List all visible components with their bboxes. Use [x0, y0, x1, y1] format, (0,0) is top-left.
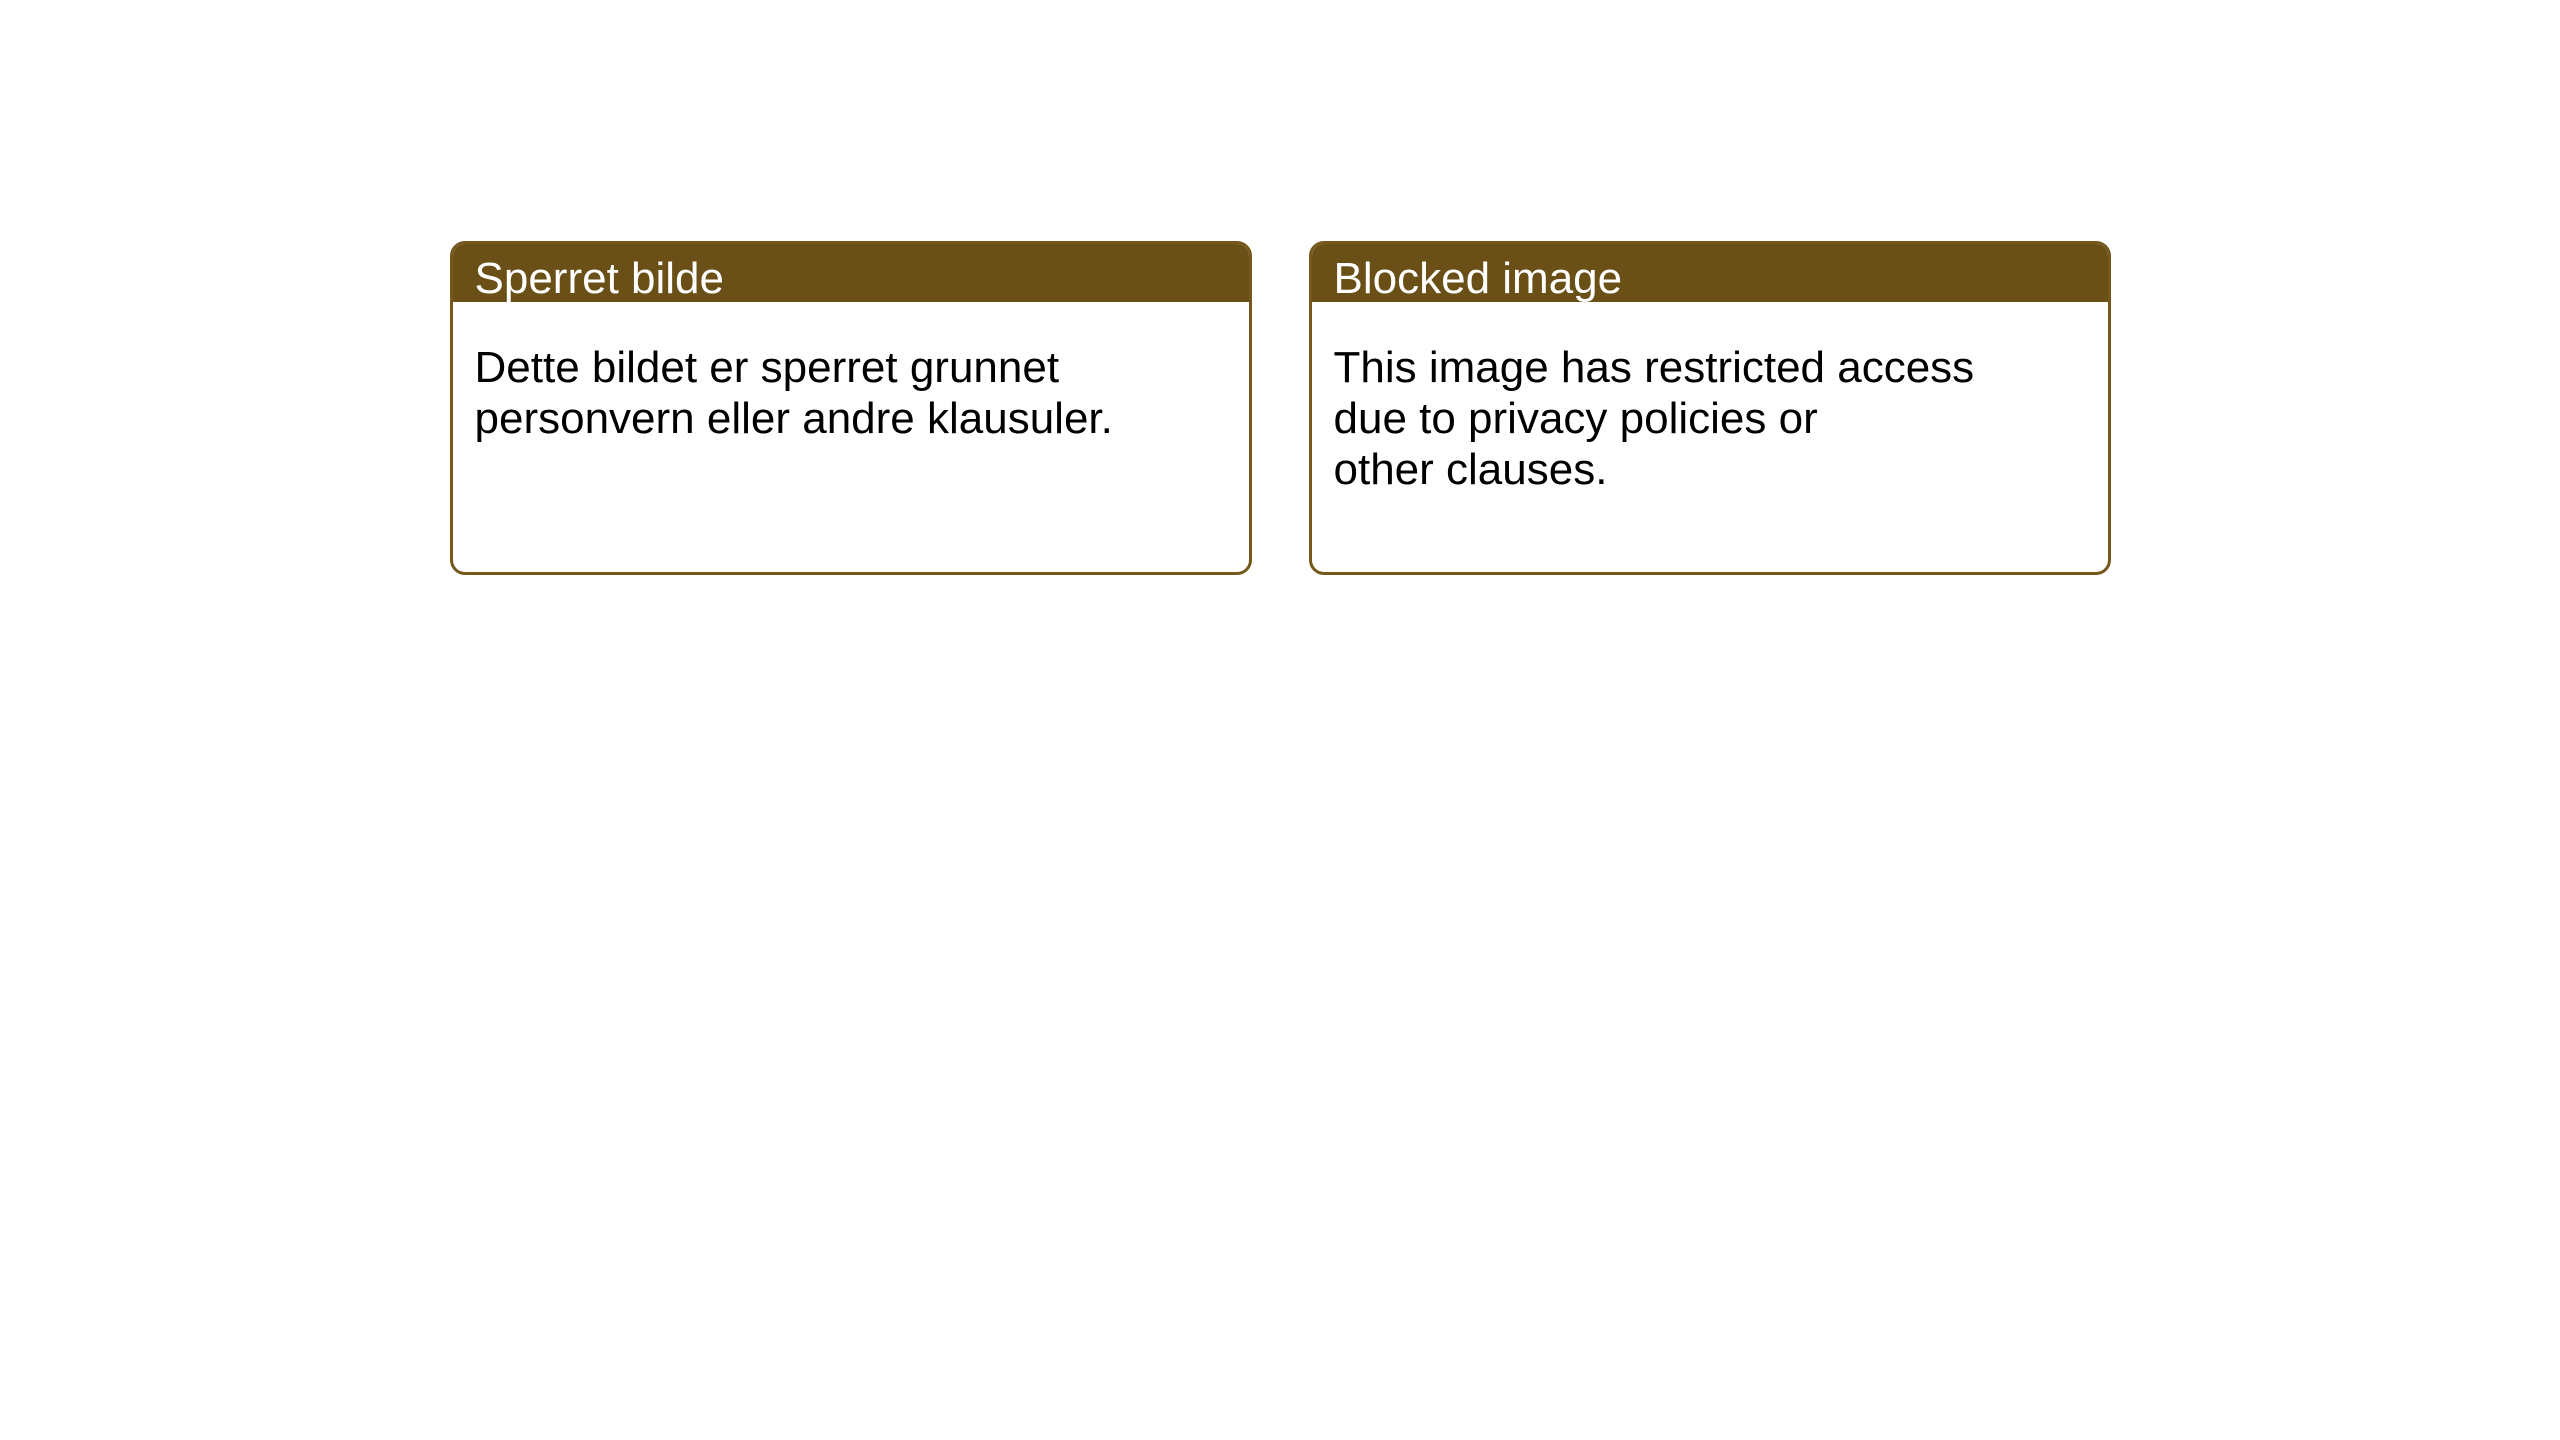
- body-line: This image has restricted access: [1333, 343, 1975, 392]
- body-line: due to privacy policies or: [1333, 394, 1818, 443]
- card-header: [1312, 244, 2108, 302]
- body-line: Dette bildet er sperret grunnet: [474, 343, 1060, 392]
- body-line: other clauses.: [1333, 445, 1608, 494]
- card-header: [453, 244, 1249, 302]
- body-line: personvern eller andre klausuler.: [474, 394, 1113, 443]
- card-body: [453, 302, 1249, 444]
- page: [0, 0, 2560, 575]
- card-title: Blocked image: [1333, 253, 1623, 303]
- blocked-image-notices: [0, 0, 2560, 575]
- card-body: [1312, 302, 2108, 495]
- card-title: Sperret bilde: [474, 253, 724, 303]
- blocked-image-card-english: [1309, 241, 2111, 575]
- blocked-image-card-norwegian: [450, 241, 1252, 575]
